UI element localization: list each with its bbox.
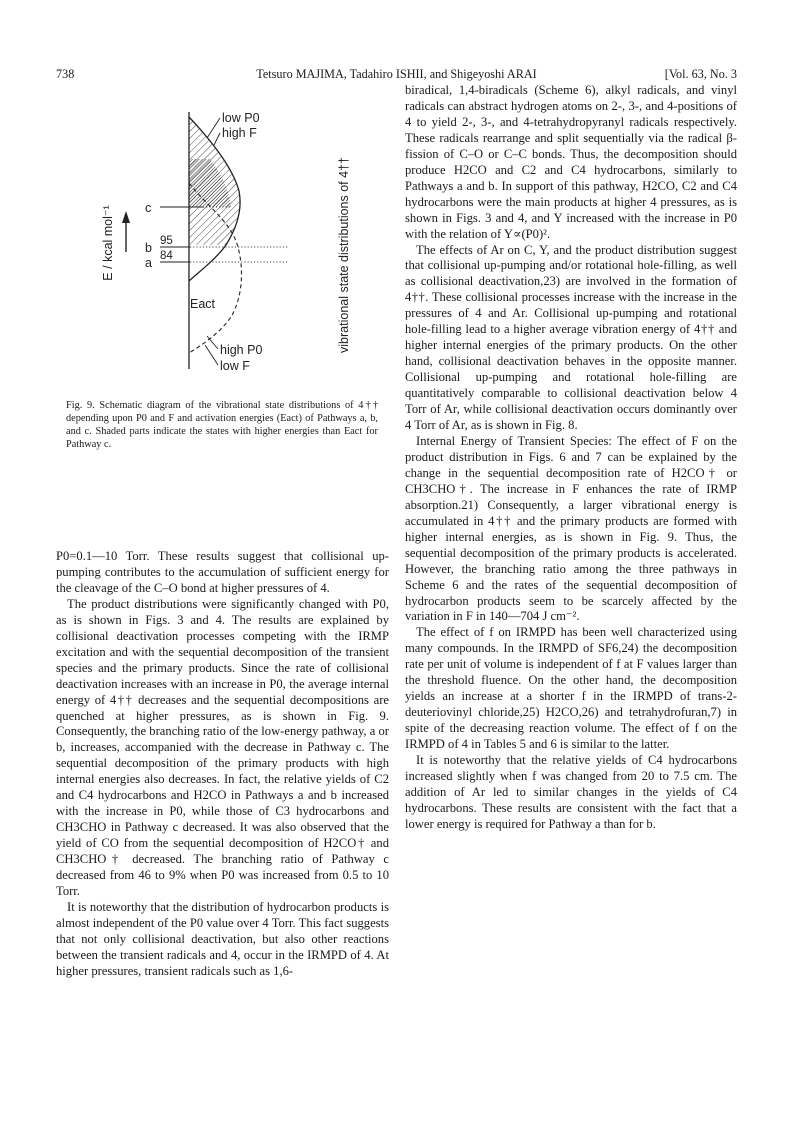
right-paragraph-5: It is noteworthy that the relative yields of C4 hydrocarbons increased slightly when f was changed from 20 to 7.5 cm. The addition of Ar led to similar changes in the yields of C4 hydrocarbons. These results are consistent with the fact that a lower energy is required for Pathway a than for b. <box>405 753 737 831</box>
level-c-label: c <box>145 201 152 215</box>
running-header-volume: [Vol. 63, No. 3 <box>664 67 737 81</box>
top-leader-2 <box>214 133 220 145</box>
top-leader-1 <box>207 118 220 138</box>
top-label-low-p0: low P0 <box>222 111 260 125</box>
bottom-leader-2 <box>205 345 218 365</box>
running-header-authors: Tetsuro MAJIMA, Tadahiro ISHII, and Shigeyoshi ARAI <box>256 67 537 81</box>
top-label-high-f: high F <box>222 126 257 140</box>
level-a-value: 84 <box>160 250 173 262</box>
level-a-label: a <box>145 256 152 270</box>
running-header <box>56 67 737 83</box>
level-b-value: 95 <box>160 235 173 247</box>
left-column <box>56 549 389 980</box>
left-paragraph-3: It is noteworthy that the distribution of hydrocarbon products is almost independent of the P0 value over 4 Torr. This fact suggests that not only collisional deactivation, but also other reactions between the transient radicals and 4, occur in the IRMPD of 4. At higher pressures, transient radicals such as 1,6- <box>56 899 389 978</box>
left-paragraph-2: The product distributions were significantly changed with P0, as is shown in Figs. 3 and 4. The results are explained by collisional deactivation processes competing with the IRMP excitation and with the sequential decomposition of the transient species and the primary products. Since the rate of collisional deactivation increases with an increase in P0, the average internal energy of 4†† decreases and the sequential decompositions are quenched at higher pressures, as is shown in Fig. 9. Consequently, the branching ratio of the low-energy pathway, a or b, increases, accompanied with the decrease in Pathway c. The sequential decomposition of the primary products with high internal energies also decreases. In fact, the relative yields of C2 and C4 hydrocarbons and H2CO in Pathways a and b increased with the increase in P0, while those of C3 hydrocarbons and CH3CHO in Pathway c decreased. It was also observed that the yield of CO from the sequential decomposition of H2CO† and CH3CHO† decreased. The branching ratio of Pathway c decreased from 46 to 9% when P0 was increased from 0.5 to 10 Torr. <box>56 596 389 899</box>
y-axis-label: E / kcal mol⁻¹ <box>101 205 115 281</box>
left-paragraph-1: P0=0.1—10 Torr. These results suggest that collisional up-pumping contributes to the accumulation of sufficient energy for the cleavage of the C–O bond at higher pressures of 4. <box>56 549 389 595</box>
level-b-label: b <box>145 241 152 255</box>
right-column <box>405 83 737 833</box>
right-paragraph-1: biradical, 1,4-biradicals (Scheme 6), alkyl radicals, and vinyl radicals can abstract hydrogen atoms on 2-, 3-, and 4-positions of 4 to yield 2-, 3-, and 4-tetrahydropyranyl radicals respectively. These radicals rearrange and split sequentially via the radical β-fission of C–O or C–C bonds. Thus, the decomposition should produce H2CO and C2 and C4 hydrocarbons, similarly to Pathways a and b. In support of this pathway, H2CO, C2 and C4 hydrocarbons were the main products at higher 4 pressures, as is shown in Figs. 3 and 4, and Y increased with the increase in P0 with the relation of Y∝(P0)². <box>405 83 737 241</box>
page-number: 738 <box>56 67 75 81</box>
figure-9 <box>56 95 389 395</box>
right-paragraph-4: The effect of f on IRMPD has been well characterized using many compounds. In the IRMPD of SF6,24) the decomposition rate per unit of volume is independent of f at F values larger than the threshold fluence. On the other hand, the decomposition yields an increase at a shorter f in the IRMPD of trans-2-deuteriovinyl chloride,25) H2CO,26) and tetrahydrofuran,7) in spite of the decreasing reaction volume. The effect of f on the IRMPD of 4 in Tables 5 and 6 is similar to the latter. <box>405 625 737 752</box>
bottom-label-high-p0: high P0 <box>220 343 263 357</box>
eact-label: Eact <box>190 297 216 311</box>
bottom-label-low-f: low F <box>220 359 250 373</box>
bottom-leader-1 <box>207 336 218 349</box>
right-paragraph-2: The effects of Ar on C, Y, and the product distribution suggest that collisional up-pumping and/or rotational hole-filling, as well as collisional deactivation,23) are involved in the formation of 4††. These collisional processes increase with the increase in the pressures of 4 and Ar. Collisional up-pumping and rotational hole-filling lead to a higher average vibration energy of 4†† and higher internal energies of the primary products. On the other hand, collisional deactivation behaves in the opposite manner. Collisional up-pumping and rotational hole-filling are quantitatively comparable to collisional deactivation below 4 Torr of Ar, while collisional deactivation occurs dominantly over 4 Torr of Ar, as is shown in Fig. 8. <box>405 242 737 433</box>
figure-9-diagram <box>56 95 389 395</box>
figure-caption: Fig. 9. Schematic diagram of the vibrational state distributions of 4†† depending upon P0 and F and activation energies (Eact) of Pathways a, b, and c. Shaded parts indicate the states with higher energies than Eact for Pathway c. <box>66 400 378 450</box>
energy-arrow <box>122 211 130 252</box>
right-paragraph-3: Internal Energy of Transient Species: The effect of F on the product distribution in Figs. 6 and 7 can be explained by the change in the sequential decomposition rate of H2CO† or CH3CHO†. The increase in F enhances the rate of IRMP absorption.21) Consequently, a larger vibrational energy is accumulated in 4†† and the primary products are formed with higher internal energies, as is shown in Fig. 9. Thus, the sequential decomposition of the primary products is accelerated. However, the branching ratio among the three pathways in Scheme 6 and the rates of the sequential decomposition of hydrocarbon products seem to be scarcely affected by the variation in F in 140—704 J cm⁻². <box>405 433 737 624</box>
right-axis-label: vibrational state distributions of 4†† <box>337 157 351 353</box>
